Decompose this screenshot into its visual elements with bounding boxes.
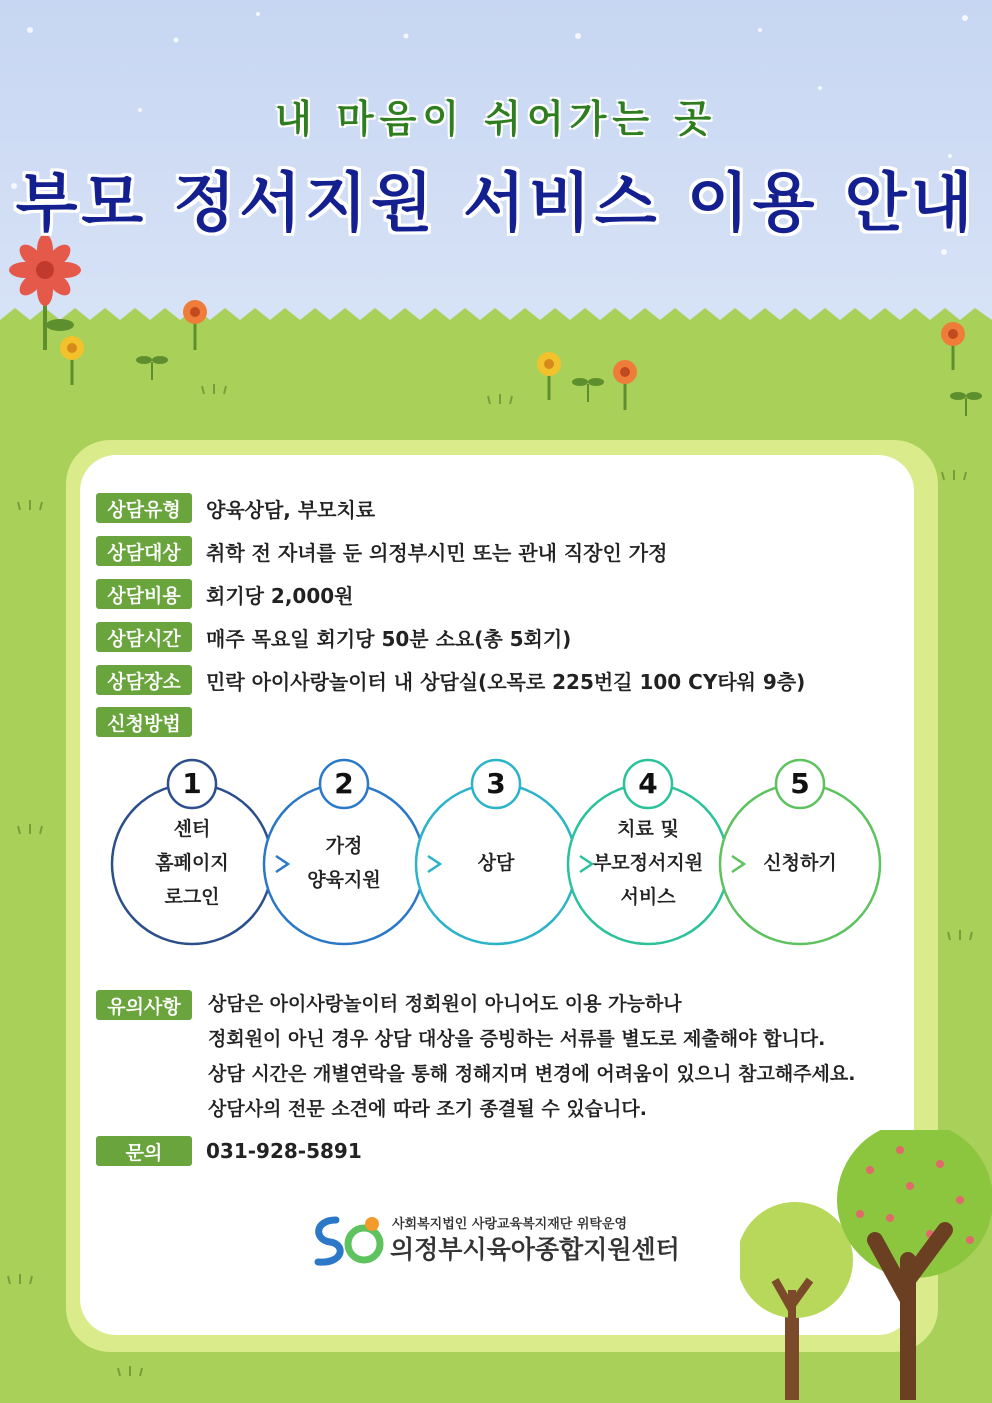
info-row-cost: [96, 579, 354, 609]
tree-icon: [837, 1130, 992, 1400]
info-row-method: [96, 707, 192, 737]
info-label: 상담장소: [96, 665, 192, 695]
flower-icon: [60, 336, 84, 385]
flower-icon: [613, 360, 637, 410]
notice-label: 유의사항: [96, 990, 192, 1020]
step-number: 1: [182, 767, 202, 800]
info-label: 상담시간: [96, 622, 192, 652]
page-subtitle: 내 마음이 쉬어가는 곳: [274, 97, 718, 141]
info-label: 신청방법: [96, 707, 192, 737]
flower-icon: [537, 352, 561, 400]
contact-phone: 031-928-5891: [206, 1139, 362, 1163]
info-value: 매주 목요일 회기당 50분 소요(총 5회기): [206, 626, 572, 651]
flower-decoration: [0, 230, 992, 430]
info-row-place: [96, 665, 805, 695]
info-label: 상담대상: [96, 536, 192, 566]
step-number: 3: [486, 767, 506, 800]
step-label-1: 센터 홈페이지 로그인: [155, 818, 229, 908]
footer-subtitle: 사회복지법인 사랑교육복지재단 위탁운영: [392, 1217, 628, 1232]
tree-icon: [740, 1202, 853, 1400]
step-number: 4: [638, 767, 658, 800]
notice-row: [96, 990, 192, 1020]
step-number: 2: [334, 767, 354, 800]
step-label-2: 가정 양육지원: [307, 835, 381, 891]
footer-org-name: 의정부시육아종합지원센터: [390, 1235, 680, 1264]
info-row-target: [96, 536, 667, 566]
info-value: 회기당 2,000원: [206, 583, 354, 608]
info-value: 양육상담, 부모치료: [206, 497, 376, 522]
info-label: 상담유형: [96, 493, 192, 523]
contact-label: 문의: [96, 1136, 192, 1166]
notice-text: 상담은 아이사랑놀이터 정회원이 아니어도 이용 가능하나 정회원이 아닌 경우 상담 대상을 증빙하는 서류를 별도로 제출해야 합니다. 상담 시간은 개별연락을 통해 정해지며 변경에 어려움이 있으니 참고해주세요. 상담사의 전문 소견에 따라 조기 종결될 수 있습니다.: [208, 993, 856, 1120]
step-label-5: 신청하기: [763, 852, 837, 874]
info-label: 상담비용: [96, 579, 192, 609]
page-title: 부모 정서지원 서비스 이용 안내: [15, 167, 977, 241]
step-label-4: 치료 및 부모정서지원 서비스: [592, 818, 704, 908]
flower-icon: [941, 322, 965, 370]
step-label-3: 상담: [477, 852, 515, 874]
info-value: 취학 전 자녀를 둔 의정부시민 또는 관내 직장인 가정: [206, 540, 668, 565]
flower-icon: [9, 234, 81, 350]
tree-decoration: [740, 1130, 992, 1400]
logo-icon: [306, 1212, 390, 1268]
info-value: 민락 아이사랑놀이터 내 상담실(오목로 225번길 100 CY타워 9층): [206, 669, 806, 694]
info-row-time: [96, 622, 571, 652]
step-number: 5: [790, 767, 810, 800]
contact-row: [96, 1136, 362, 1166]
info-row-type: [96, 493, 375, 523]
flower-icon: [183, 300, 207, 350]
